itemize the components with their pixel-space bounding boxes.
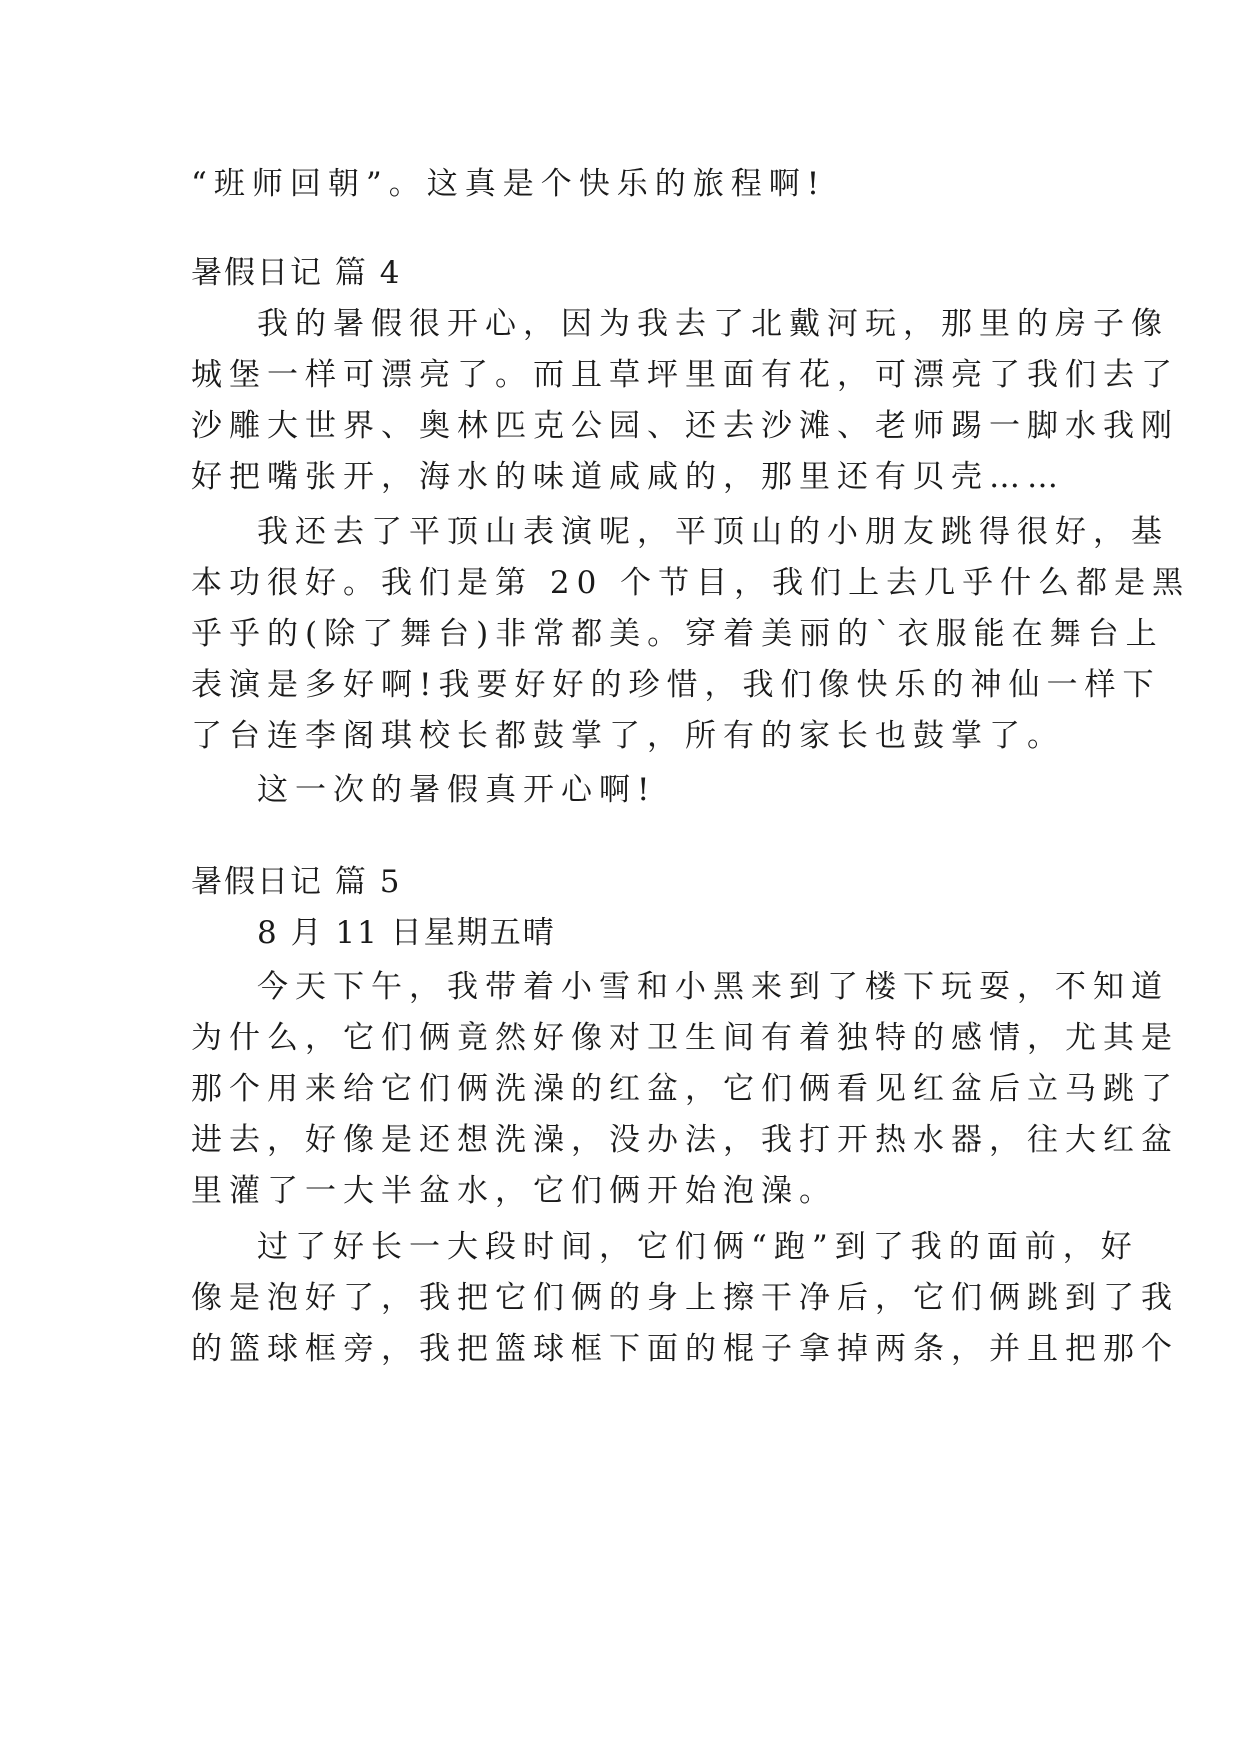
section-4-heading: 暑假日记 篇 4 [191,255,402,291]
paragraph-line: 里灌了一大半盆水，它们俩开始泡澡。 [191,1173,837,1209]
paragraph-line: 进去，好像是还想洗澡，没办法，我打开热水器，往大红盆 [191,1122,1179,1158]
paragraph-line: 乎乎的(除了舞台)非常都美。穿着美丽的`衣服能在舞台上 [191,616,1164,652]
paragraph-line: 为什么，它们俩竟然好像对卫生间有着独特的感情，尤其是 [191,1020,1179,1056]
paragraph-line: 城堡一样可漂亮了。而且草坪里面有花，可漂亮了我们去了 [191,357,1179,393]
paragraph-line: 像是泡好了，我把它们俩的身上擦干净后，它们俩跳到了我 [191,1280,1179,1316]
paragraph-line: 表演是多好啊!我要好好的珍惜，我们像快乐的神仙一样下 [191,667,1161,703]
date-line: 8 月 11 日星期五晴 [257,915,556,951]
paragraph-line: 过了好长一大段时间，它们俩“跑”到了我的面前，好 [257,1229,1139,1265]
paragraph-line: 我的暑假很开心，因为我去了北戴河玩，那里的房子像 [257,306,1169,342]
section-5-heading: 暑假日记 篇 5 [191,864,402,900]
intro-line: “班师回朝”。这真是个快乐的旅程啊! [191,166,827,202]
paragraph-line: 今天下午，我带着小雪和小黑来到了楼下玩耍，不知道 [257,969,1169,1005]
paragraph-line: 好把嘴张开，海水的味道咸咸的，那里还有贝壳…… [191,459,1065,495]
paragraph-line: 的篮球框旁，我把篮球框下面的棍子拿掉两条，并且把那个 [191,1331,1179,1367]
paragraph-line: 本功很好。我们是第 20 个节目，我们上去几乎什么都是黑 [191,565,1191,601]
paragraph-line: 那个用来给它们俩洗澡的红盆，它们俩看见红盆后立马跳了 [191,1071,1179,1107]
paragraph-line: 沙雕大世界、奥林匹克公园、还去沙滩、老师踢一脚水我刚 [191,408,1179,444]
paragraph-line: 这一次的暑假真开心啊! [257,772,657,808]
paragraph-line: 我还去了平顶山表演呢，平顶山的小朋友跳得很好，基 [257,514,1169,550]
paragraph-line: 了台连李阁琪校长都鼓掌了，所有的家长也鼓掌了。 [191,718,1065,754]
